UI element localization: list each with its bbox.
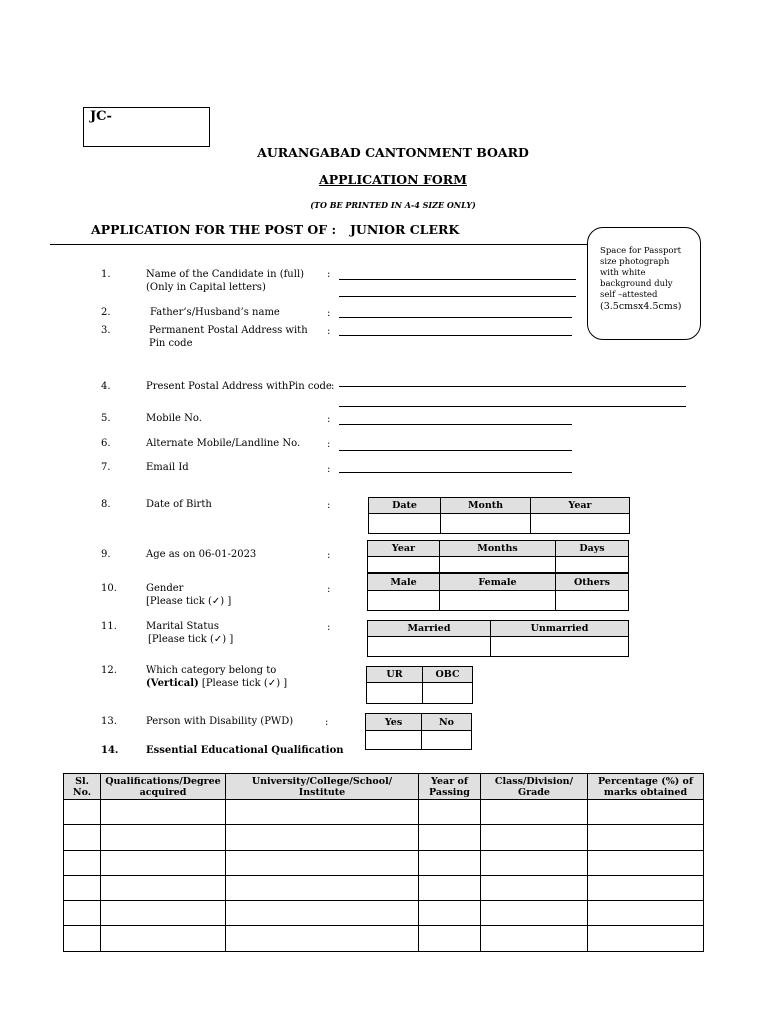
present-address-input-line-1[interactable] bbox=[339, 386, 686, 387]
marital-table bbox=[367, 620, 629, 657]
field-label-pwd: Person with Disability (PWD) bbox=[146, 716, 294, 727]
photo-text-line: Space for Passport bbox=[600, 246, 682, 256]
field-label-category: Which category belong to (Vertical) [Please tick (✓) ] bbox=[146, 665, 288, 689]
qual-header-slno: Sl. No. bbox=[64, 774, 101, 800]
table-row bbox=[64, 825, 704, 850]
qual-header-year: Year of Passing bbox=[419, 774, 481, 800]
field-label-alternate-mobile: Alternate Mobile/Landline No. bbox=[146, 438, 301, 449]
dob-header-year: Year bbox=[531, 498, 630, 514]
category-table bbox=[366, 666, 473, 704]
marital-unmarried-cell[interactable] bbox=[491, 637, 629, 657]
field-label-marital-status: Marital Status [Please tick (✓) ] bbox=[146, 621, 234, 645]
colon: : bbox=[327, 464, 331, 475]
dob-year-cell[interactable] bbox=[531, 514, 630, 534]
present-address-input-line-2[interactable] bbox=[339, 406, 686, 407]
colon: : bbox=[327, 326, 331, 337]
qual-header-percentage: Percentage (%) of marks obtained bbox=[588, 774, 704, 800]
colon: : bbox=[327, 584, 331, 595]
marital-married-cell[interactable] bbox=[368, 637, 491, 657]
field-label-father-name: Father’s/Husband’s name bbox=[150, 307, 280, 318]
field-label-dob: Date of Birth bbox=[146, 499, 212, 510]
field-number: 5. bbox=[101, 413, 111, 424]
dob-month-cell[interactable] bbox=[441, 514, 531, 534]
form-title: APPLICATION FORM bbox=[319, 172, 467, 187]
gender-header-female: Female bbox=[440, 574, 556, 591]
print-note: (TO BE PRINTED IN A-4 SIZE ONLY) bbox=[310, 200, 476, 210]
marital-header-unmarried: Unmarried bbox=[491, 621, 629, 637]
colon: : bbox=[325, 717, 329, 728]
qual-header-class: Class/Division/ Grade bbox=[481, 774, 588, 800]
field-label-mobile: Mobile No. bbox=[146, 413, 202, 424]
pwd-table bbox=[365, 713, 472, 750]
pwd-header-yes: Yes bbox=[366, 714, 422, 731]
photo-text-line: background duly bbox=[600, 279, 673, 289]
pwd-no-cell[interactable] bbox=[422, 731, 472, 750]
qual-header-qualification: Qualifications/Degree acquired bbox=[101, 774, 226, 800]
field-number: 14. bbox=[101, 745, 119, 756]
gender-header-male: Male bbox=[368, 574, 440, 591]
colon: : bbox=[327, 500, 331, 511]
post-value: JUNIOR CLERK bbox=[350, 222, 460, 237]
field-label-permanent-address: Permanent Postal Address with Pin code bbox=[149, 325, 308, 349]
field-number: 3. bbox=[101, 325, 111, 336]
reference-prefix: JC- bbox=[90, 109, 112, 124]
table-row bbox=[64, 800, 704, 825]
dob-table bbox=[368, 497, 630, 534]
category-obc-cell[interactable] bbox=[423, 683, 473, 704]
colon: : bbox=[327, 414, 331, 425]
age-header-days: Days bbox=[556, 541, 629, 557]
father-name-input-line[interactable] bbox=[339, 317, 572, 318]
field-number: 1. bbox=[101, 269, 111, 280]
name-input-line-1[interactable] bbox=[339, 279, 576, 280]
pwd-yes-cell[interactable] bbox=[366, 731, 422, 750]
colon: : bbox=[327, 622, 331, 633]
category-header-obc: OBC bbox=[423, 667, 473, 683]
field-label-present-address: Present Postal Address withPin code bbox=[146, 381, 332, 392]
colon: : bbox=[327, 269, 331, 280]
field-number: 2. bbox=[101, 307, 111, 318]
dob-header-month: Month bbox=[441, 498, 531, 514]
field-number: 8. bbox=[101, 499, 111, 510]
field-number: 6. bbox=[101, 438, 111, 449]
qualification-table bbox=[63, 773, 704, 952]
age-header-months: Months bbox=[440, 541, 556, 557]
qual-header-university: University/College/School/ Institute bbox=[226, 774, 419, 800]
table-row bbox=[64, 850, 704, 875]
photo-text-line: with white bbox=[600, 268, 646, 278]
dob-header-date: Date bbox=[369, 498, 441, 514]
field-number: 11. bbox=[101, 621, 117, 632]
email-input-line[interactable] bbox=[339, 472, 572, 473]
photo-text-line: size photograph bbox=[600, 257, 670, 267]
colon: : bbox=[327, 550, 331, 561]
field-label-age: Age as on 06-01-2023 bbox=[146, 549, 257, 560]
pwd-header-no: No bbox=[422, 714, 472, 731]
post-label: APPLICATION FOR THE POST OF : bbox=[91, 222, 337, 237]
age-months-cell[interactable] bbox=[440, 557, 556, 573]
table-row bbox=[64, 901, 704, 926]
name-input-line-2[interactable] bbox=[339, 296, 576, 297]
field-number: 9. bbox=[101, 549, 111, 560]
field-label-qualification: Essential Educational Qualification bbox=[146, 745, 344, 756]
gender-header-others: Others bbox=[556, 574, 629, 591]
mobile-input-line[interactable] bbox=[339, 424, 572, 425]
colon: : bbox=[327, 308, 331, 319]
gender-female-cell[interactable] bbox=[440, 591, 556, 611]
field-label-email: Email Id bbox=[146, 462, 189, 473]
colon: : bbox=[327, 439, 331, 450]
permanent-address-input-line[interactable] bbox=[339, 335, 572, 336]
table-row bbox=[64, 926, 704, 951]
table-row bbox=[64, 875, 704, 900]
field-label-gender: Gender [Please tick (✓) ] bbox=[146, 583, 232, 607]
photo-size-line: (3.5cmsx4.5cms) bbox=[600, 301, 682, 312]
field-number: 13. bbox=[101, 716, 117, 727]
gender-others-cell[interactable] bbox=[556, 591, 629, 611]
gender-male-cell[interactable] bbox=[368, 591, 440, 611]
field-number: 7. bbox=[101, 462, 111, 473]
category-ur-cell[interactable] bbox=[367, 683, 423, 704]
category-header-ur: UR bbox=[367, 667, 423, 683]
photo-box[interactable] bbox=[587, 227, 701, 340]
age-days-cell[interactable] bbox=[556, 557, 629, 573]
gender-table bbox=[367, 573, 629, 611]
age-header-year: Year bbox=[368, 541, 440, 557]
field-number: 12. bbox=[101, 665, 117, 676]
alternate-mobile-input-line[interactable] bbox=[339, 450, 572, 451]
field-label-name: Name of the Candidate in (full) (Only in Capital letters) bbox=[146, 269, 305, 293]
photo-text-line: self –attested bbox=[600, 290, 658, 300]
field-number: 10. bbox=[101, 583, 117, 594]
dob-date-cell[interactable] bbox=[369, 514, 441, 534]
field-number: 4. bbox=[101, 381, 111, 392]
age-year-cell[interactable] bbox=[368, 557, 440, 573]
colon: : bbox=[331, 381, 335, 392]
organization-name: AURANGABAD CANTONMENT BOARD bbox=[257, 145, 529, 160]
marital-header-married: Married bbox=[368, 621, 491, 637]
age-table bbox=[367, 540, 629, 573]
